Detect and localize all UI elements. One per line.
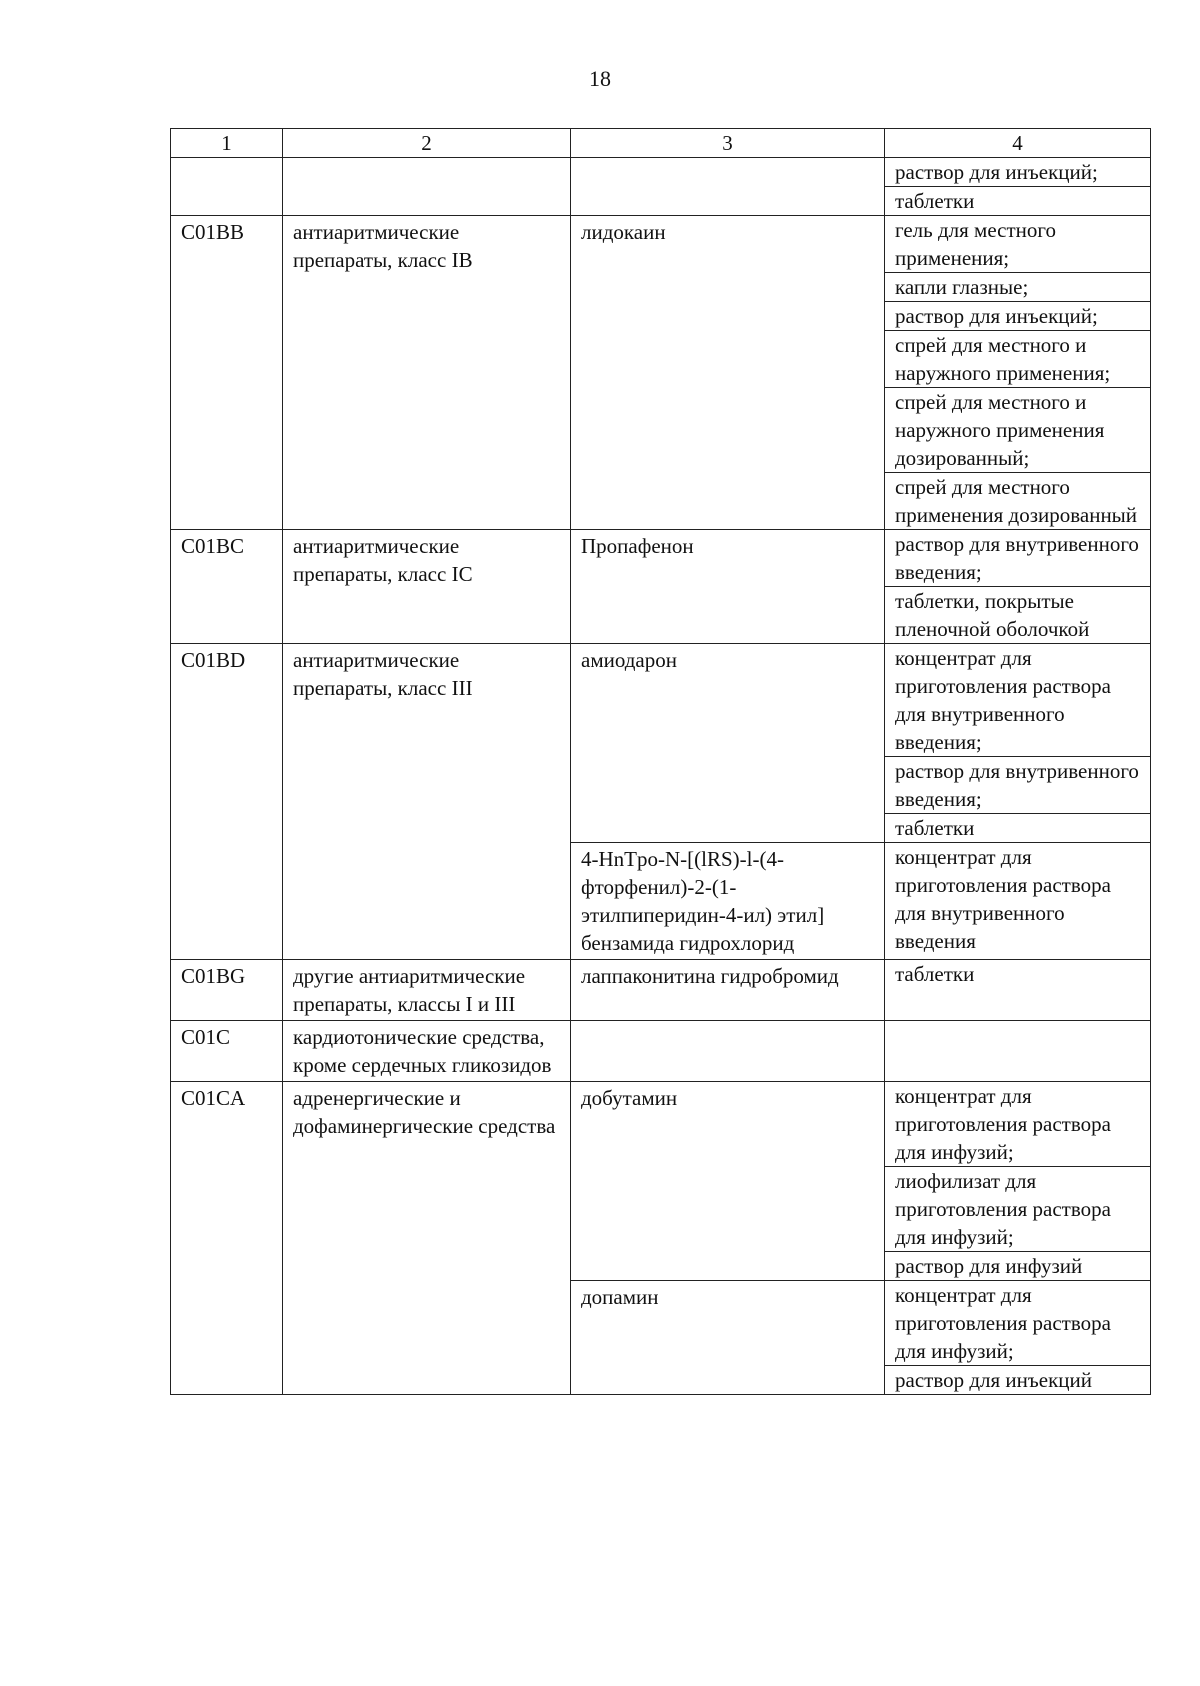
drug-name: амиодарон (571, 644, 885, 843)
dosage-forms (885, 530, 1151, 644)
dosage-forms (885, 1082, 1151, 1281)
atc-code: C01C (171, 1021, 283, 1082)
atc-code: C01BC (171, 530, 283, 644)
atc-code: C01BD (171, 644, 283, 960)
dosage-forms (885, 1021, 1151, 1082)
dosage-form: спрей для местного и наружного применения; (885, 331, 1150, 388)
drug-table-container (170, 128, 1150, 1395)
dosage-form: раствор для внутривенного введения; (885, 530, 1150, 587)
dosage-form: таблетки (895, 816, 975, 840)
dosage-form: концентрат для приготовления раствора для инфузий; (885, 1082, 1150, 1167)
header-col-1: 1 (171, 129, 283, 158)
table-row (171, 216, 1151, 530)
table-row (171, 644, 1151, 843)
header-col-2: 2 (283, 129, 571, 158)
group-name: антиаритмические препараты, класс IC (283, 530, 571, 644)
atc-code: C01BB (171, 216, 283, 530)
drug-name: 4-HnTpo-N-[(lRS)-l-(4-фторфенил)-2-(1-этилпиперидин-4-ил) этил] бензамида гидрохлорид (571, 843, 885, 960)
table-row (171, 530, 1151, 644)
dosage-form: гель для местного применения; (885, 216, 1150, 273)
dosage-form: концентрат для приготовления раствора для внутривенного введения (895, 845, 1111, 953)
header-col-4: 4 (885, 129, 1151, 158)
page-number: 18 (589, 66, 611, 91)
drug-name: допамин (571, 1281, 885, 1395)
table-row (171, 960, 1151, 1021)
dosage-forms (885, 960, 1151, 1021)
dosage-form: раствор для инфузий (895, 1254, 1083, 1278)
header-row (171, 129, 1151, 158)
dosage-form: таблетки (895, 189, 975, 213)
drug-name: лидокаин (571, 216, 885, 530)
dosage-form: капли глазные; (885, 273, 1150, 302)
dosage-form: концентрат для приготовления раствора для инфузий; (885, 1281, 1150, 1366)
group-name: антиаритмические препараты, класс III (283, 644, 571, 960)
dosage-form: таблетки, покрытые пленочной оболочкой (895, 589, 1090, 641)
dosage-forms (885, 216, 1151, 530)
group-name (283, 158, 571, 216)
dosage-form: раствор для инъекций (895, 1368, 1092, 1392)
dosage-form: раствор для инъекций; (885, 302, 1150, 331)
header-col-3: 3 (571, 129, 885, 158)
dosage-form: раствор для инъекций; (885, 158, 1150, 187)
atc-code: C01CA (171, 1082, 283, 1395)
dosage-form: таблетки (895, 962, 975, 986)
dosage-forms (885, 644, 1151, 843)
group-name: антиаритмические препараты, класс IB (283, 216, 571, 530)
drug-name (571, 1021, 885, 1082)
drug-name: Пропафенон (571, 530, 885, 644)
drug-name: добутамин (571, 1082, 885, 1281)
group-name: другие антиаритмические препараты, классы I и III (283, 960, 571, 1021)
table-row (171, 158, 1151, 216)
table-row (171, 1021, 1151, 1082)
drug-table (170, 128, 1151, 1395)
group-name: адренергические и дофаминергические средства (283, 1082, 571, 1395)
dosage-form: спрей для местного применения дозированный (895, 475, 1138, 527)
dosage-form: спрей для местного и наружного применения дозированный; (885, 388, 1150, 473)
dosage-forms (885, 843, 1151, 960)
dosage-forms (885, 1281, 1151, 1395)
table-row (171, 1082, 1151, 1281)
dosage-form: раствор для внутривенного введения; (885, 757, 1150, 814)
atc-code: C01BG (171, 960, 283, 1021)
drug-name (571, 158, 885, 216)
dosage-form: лиофилизат для приготовления раствора для инфузий; (885, 1167, 1150, 1252)
dosage-form: концентрат для приготовления раствора для внутривенного введения; (885, 644, 1150, 757)
atc-code (171, 158, 283, 216)
dosage-forms (885, 158, 1151, 216)
group-name: кардиотонические средства, кроме сердечных гликозидов (283, 1021, 571, 1082)
drug-name: лаппаконитина гидробромид (571, 960, 885, 1021)
